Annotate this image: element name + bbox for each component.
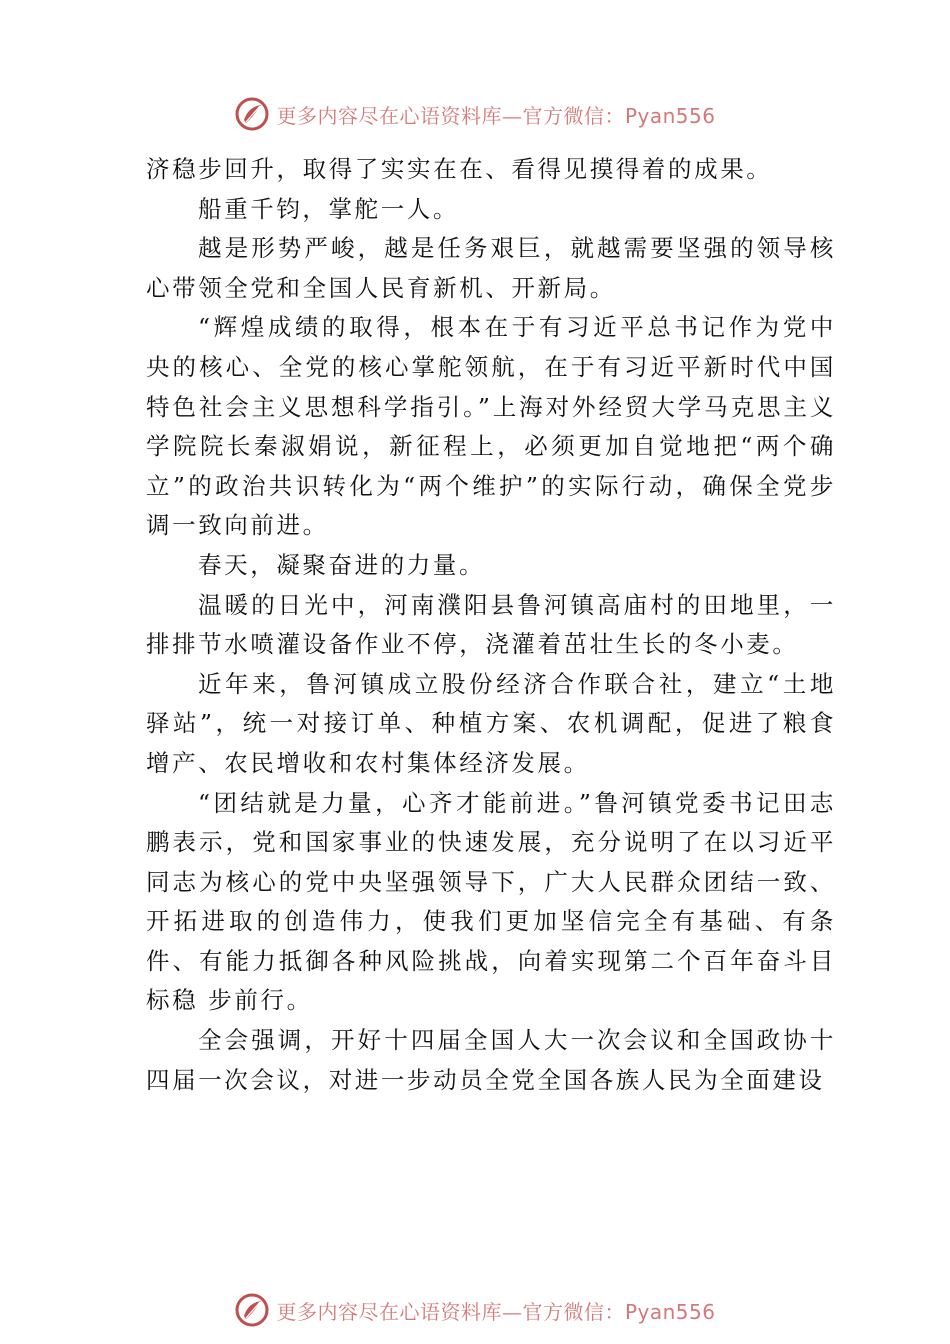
- paragraph-6: 温暖的日光中，河南濮阳县鲁河镇高庙村的田地里，一排排节水喷灌设备作业不停，浇灌着茁壮生长的冬小麦。: [146, 590, 836, 659]
- logo-icon: [234, 1292, 270, 1328]
- footer-banner-text: 更多内容尽在心语资料库—官方微信：Pyan556: [276, 1299, 716, 1324]
- header-banner-text: 更多内容尽在心语资料库—官方微信：Pyan556: [276, 103, 716, 128]
- paragraph-2: 船重千钧，掌舵一人。: [198, 194, 459, 223]
- paragraph-5: 春天，凝聚奋进的力量。: [198, 550, 486, 579]
- header-banner: [0, 94, 950, 134]
- paragraph-4: “辉煌成绩的取得，根本在于有习近平总书记作为党中央的核心、全党的核心掌舵领航，在于有习近平新时代中国特色社会主义思想科学指引。”上海对外经贸大学马克思主义学院院长秦淑娟说，新征程上，必须更加自觉地把“两个确立”的政治共识转化为“两个维护”的实际行动，确保全党步调一致向前进。: [146, 313, 836, 540]
- footer-banner: [0, 1290, 950, 1330]
- paragraph-8: “团结就是力量，心齐才能前进。”鲁河镇党委书记田志鹏表示，党和国家事业的快速发展，充分说明了在以习近平同志为核心的党中央坚强领导下，广大人民群众团结一致、开拓进取的创造伟力，使我们更加坚信完全有基础、有条件、有能力抵御各种风险挑战，向着实现第二个百年奋斗目标稳 步前行。: [146, 788, 836, 1015]
- paragraph-7: 近年来，鲁河镇成立股份经济合作联合社，建立“土地驿站”，统一对接订单、种植方案、农机调配，促进了粮食增产、农民增收和农村集体经济发展。: [146, 669, 836, 777]
- document-body: [146, 150, 836, 1100]
- paragraph-3: 越是形势严峻，越是任务艰巨，就越需要坚强的领导核心带领全党和全国人民育新机、开新局。: [146, 234, 836, 302]
- paragraph-1: 济稳步回升，取得了实实在在、看得见摸得着的成果。: [146, 155, 773, 183]
- logo-icon: [234, 96, 270, 132]
- paragraph-9: 全会强调，开好十四届全国人大一次会议和全国政协十四届一次会议，对进一步动员全党全国各族人民为全面建设: [146, 1026, 836, 1094]
